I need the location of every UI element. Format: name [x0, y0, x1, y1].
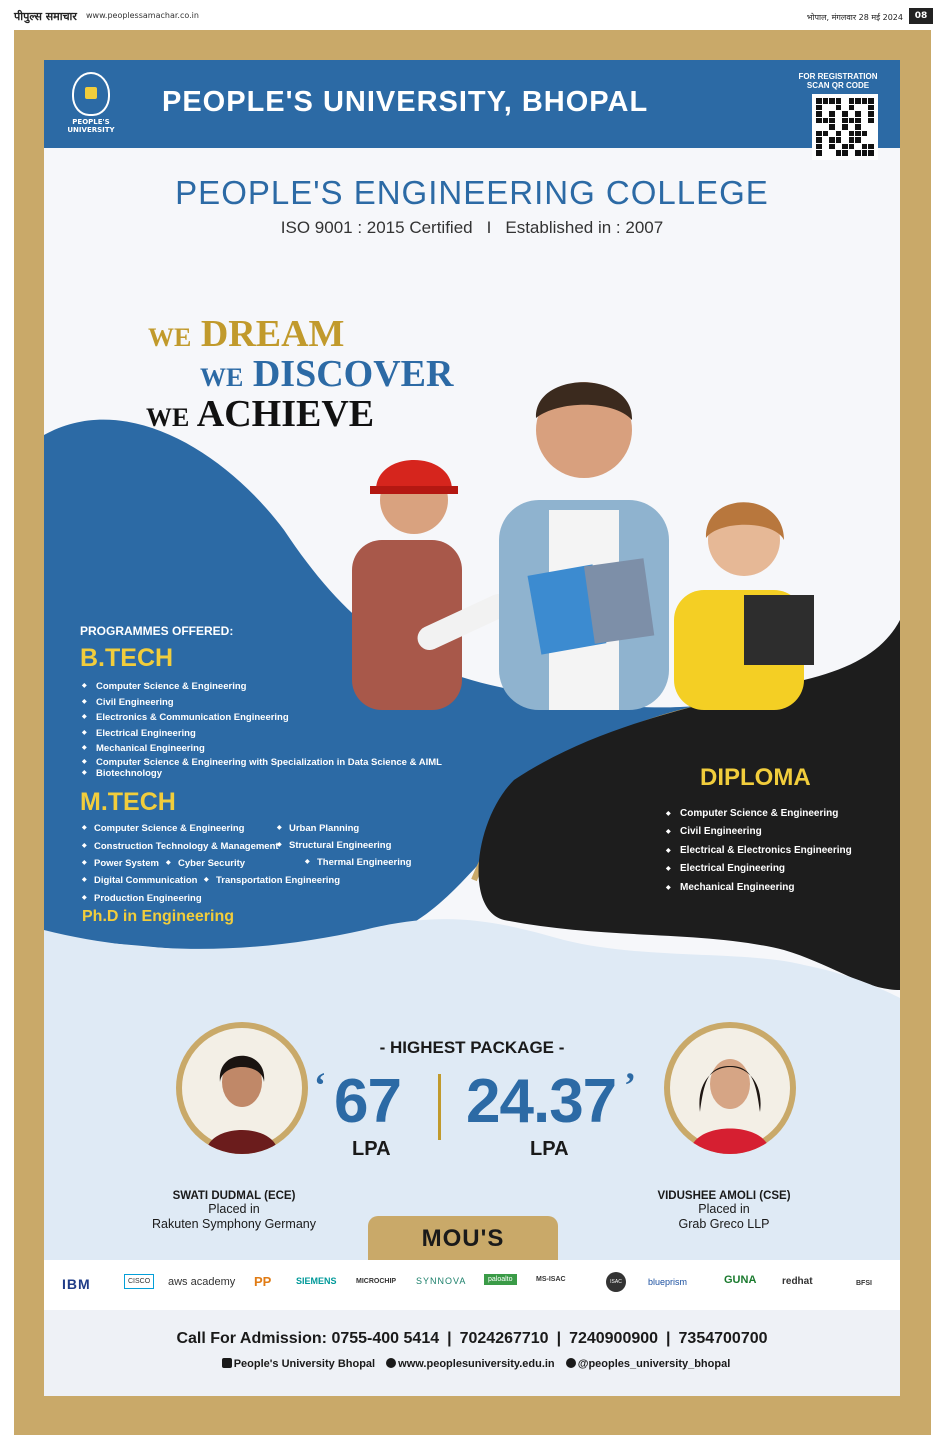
- phone-3[interactable]: 7240900900: [569, 1330, 659, 1347]
- engineer-figure: [352, 460, 514, 710]
- call-label: Call For Admission:: [176, 1330, 327, 1347]
- student-2-company: Grab Greco LLP: [678, 1217, 770, 1231]
- phone-2[interactable]: 7024267710: [459, 1330, 549, 1347]
- phd-title: Ph.D in Engineering: [82, 908, 235, 925]
- separator: I: [486, 218, 492, 237]
- mtech-item: ◆ Computer Science & Engineering: [82, 823, 244, 834]
- advertisement: [44, 60, 900, 1396]
- student-portrait-2: [664, 1022, 796, 1154]
- female-student-figure: [674, 502, 814, 710]
- diploma-item: ◆ Civil Engineering: [666, 823, 852, 841]
- btech-item: ◆ Electrical Engineering: [82, 726, 442, 742]
- mtech-item: ◆ Thermal Engineering: [305, 857, 412, 868]
- college-subtitle: [44, 218, 900, 238]
- close-quote-icon: ’: [624, 1065, 636, 1105]
- mou-title: MOU'S: [368, 1216, 558, 1260]
- package-value-2: 24.37: [466, 1067, 617, 1136]
- globe-icon: [386, 1358, 396, 1368]
- package-unit-1: LPA: [352, 1138, 391, 1160]
- social-links: [44, 1358, 900, 1370]
- mtech-item: ◆ Production Engineering: [82, 893, 202, 904]
- instagram-link[interactable]: @peoples_university_bhopal: [577, 1358, 731, 1370]
- synnova-logo: SYNNOVA: [416, 1276, 467, 1286]
- qr-code-icon[interactable]: [812, 94, 878, 160]
- student-1-name: SWATI DUDMAL (ECE): [172, 1190, 296, 1202]
- package-value-1: 67: [334, 1067, 401, 1136]
- registration-line-1: FOR REGISTRATION: [798, 72, 878, 81]
- registration-line-2: SCAN QR CODE: [806, 81, 870, 90]
- mtech-item: ◆ Urban Planning: [277, 823, 359, 834]
- mtech-title: M.TECH: [80, 788, 176, 816]
- bfsi-logo: BFSI: [856, 1280, 872, 1287]
- ms-isac-logo: MS-ISAC: [536, 1276, 566, 1283]
- student-photo-1: [176, 1022, 308, 1154]
- logo-text: PEOPLE'S UNIVERSITY: [67, 118, 115, 134]
- cisco-logo: CISCO: [124, 1274, 154, 1289]
- phone-1[interactable]: 0755-400 5414: [331, 1330, 440, 1347]
- open-quote-icon: ‘: [314, 1065, 326, 1105]
- student-2-placed: Placed in: [698, 1202, 750, 1216]
- newspaper-dateline: भोपाल, मंगलवार 28 मई 2024: [806, 13, 903, 22]
- package-divider: [438, 1074, 441, 1140]
- pp-logo: PP: [254, 1274, 272, 1289]
- center-student-figure: [499, 382, 669, 710]
- website-link[interactable]: www.peoplesuniversity.edu.in: [398, 1358, 555, 1370]
- student-1-placed: Placed in: [208, 1202, 260, 1216]
- isac-round-logo: ISAC: [606, 1272, 626, 1292]
- newspaper-masthead: पीपुल्स समाचार: [14, 10, 77, 23]
- btech-item: ◆ Computer Science & Engineering: [82, 679, 442, 695]
- btech-item: ◆ Mechanical Engineering: [82, 741, 442, 757]
- student-2-caption: [624, 1190, 824, 1232]
- btech-item: ◆ Civil Engineering: [82, 695, 442, 711]
- diploma-item: ◆ Mechanical Engineering: [666, 879, 852, 897]
- certification: ISO 9001 : 2015 Certified: [280, 218, 473, 237]
- student-photo-2: [664, 1022, 796, 1154]
- paloalto-logo: paloalto: [484, 1274, 517, 1285]
- highest-package-title: - HIGHEST PACKAGE -: [379, 1038, 565, 1057]
- diploma-title: DIPLOMA: [700, 764, 811, 791]
- blueprism-logo: blueprism: [648, 1277, 688, 1287]
- redhat-logo: redhat: [782, 1276, 813, 1287]
- student-1-caption: [134, 1190, 334, 1232]
- diploma-item: ◆ Computer Science & Engineering: [666, 805, 852, 823]
- aws-academy-logo: aws academy: [168, 1276, 236, 1288]
- instagram-icon: [566, 1358, 576, 1368]
- guna-logo: GUNA: [724, 1274, 757, 1286]
- university-title: PEOPLE'S UNIVERSITY, BHOPAL: [162, 86, 649, 118]
- mtech-item: ◆ Digital Communication: [82, 875, 197, 886]
- programmes-heading: PROGRAMMES OFFERED:: [80, 624, 234, 638]
- diploma-item: ◆ Electrical Engineering: [666, 860, 852, 878]
- facebook-icon: [222, 1358, 232, 1368]
- facebook-link[interactable]: People's University Bhopal: [233, 1358, 376, 1370]
- diploma-item: ◆ Electrical & Electronics Engineering: [666, 842, 852, 860]
- tagline-dream: WE DREAM: [148, 313, 345, 355]
- top-banner: [44, 60, 900, 148]
- registration-text: [798, 72, 878, 90]
- partner-logos: [44, 1260, 900, 1310]
- mtech-item: ◆ Structural Engineering: [277, 840, 391, 851]
- diploma-list: [666, 805, 852, 897]
- student-2-name: VIDUSHEE AMOLI (CSE): [657, 1190, 791, 1202]
- crest-icon: [72, 72, 110, 116]
- university-logo: [66, 72, 116, 138]
- siemens-logo: SIEMENS: [296, 1276, 337, 1286]
- btech-item: ◆ Biotechnology: [82, 768, 442, 779]
- newspaper-url[interactable]: www.peoplessamachar.co.in: [86, 11, 199, 20]
- btech-item: ◆ Electronics & Communication Engineering: [82, 710, 442, 726]
- tagline-discover: WE DISCOVER: [200, 353, 454, 395]
- ibm-logo: IBM: [62, 1276, 91, 1292]
- student-1-company: Rakuten Symphony Germany: [152, 1217, 316, 1231]
- admission-call: Call For Admission: 0755-400 5414 | 7024267710 | 7240900900 | 7354700700: [176, 1330, 768, 1347]
- student-portrait-1: [176, 1022, 308, 1154]
- mtech-item: ◆ Construction Technology & Management: [82, 841, 279, 852]
- microchip-logo: MICROCHIP: [356, 1278, 397, 1285]
- mtech-item: ◆ Power System: [82, 858, 159, 869]
- btech-title: B.TECH: [80, 644, 174, 672]
- college-name: PEOPLE'S ENGINEERING COLLEGE: [175, 174, 769, 211]
- tagline-achieve: WE ACHIEVE: [146, 393, 375, 435]
- students-photo: [344, 340, 814, 710]
- btech-item: ◆ Computer Science & Engineering with Specialization in Data Science & AIML: [82, 757, 442, 768]
- mtech-item: ◆ Transportation Engineering: [204, 875, 340, 886]
- btech-list: [82, 679, 442, 779]
- phone-4[interactable]: 7354700700: [678, 1330, 768, 1347]
- package-unit-2: LPA: [530, 1138, 569, 1160]
- mtech-item: ◆ Cyber Security: [166, 858, 245, 869]
- page-number: 08: [909, 8, 933, 24]
- established: Established in : 2007: [505, 218, 664, 237]
- newspaper-header: [0, 0, 945, 30]
